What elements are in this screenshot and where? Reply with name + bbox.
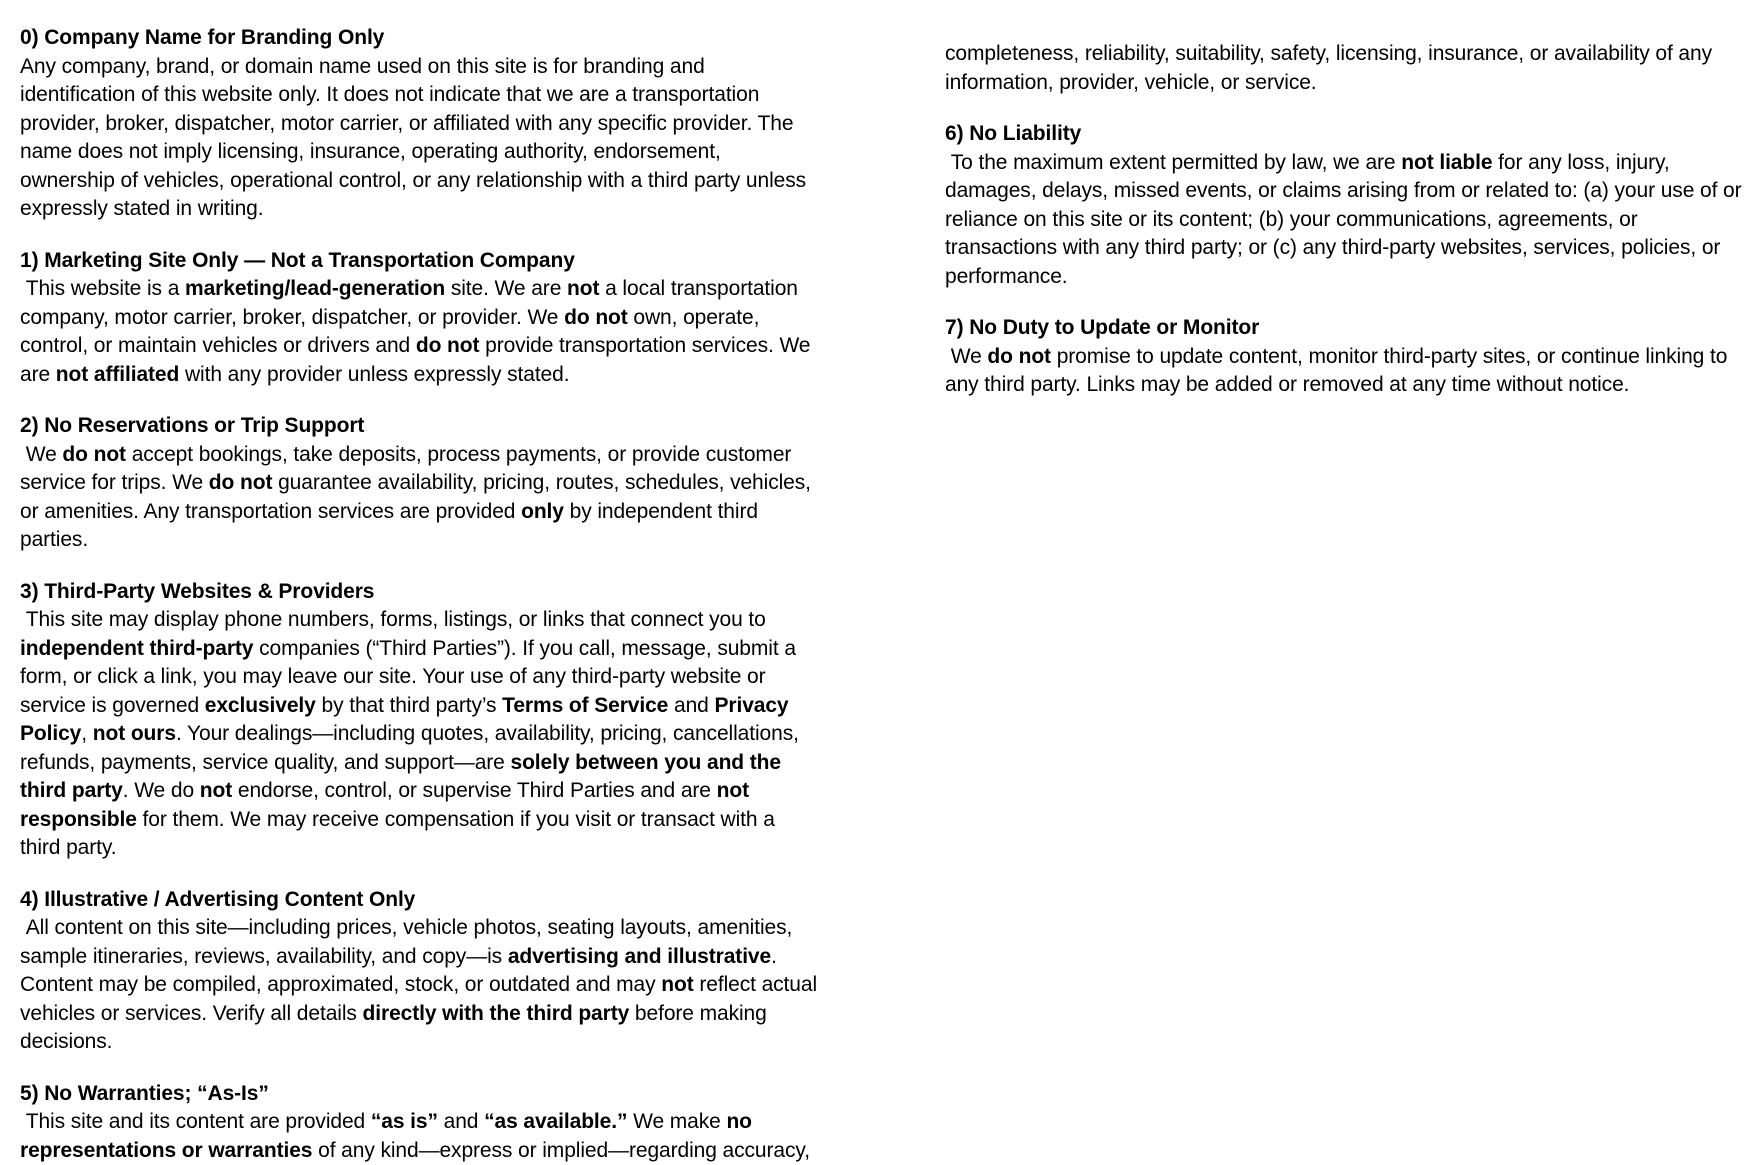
bold-text-run: not ours xyxy=(93,722,176,745)
bold-text-run: advertising and illustrative xyxy=(508,945,771,968)
section-body xyxy=(20,914,820,1057)
text-run: To the maximum extent permitted by law, we are xyxy=(945,151,1401,174)
section-heading: 3) Third-Party Websites & Providers xyxy=(20,578,820,607)
document-column-right xyxy=(945,24,1745,1113)
section-body xyxy=(20,606,820,863)
text-run: . We do xyxy=(123,779,200,802)
section-block xyxy=(20,247,820,390)
bold-text-run: marketing/lead-generation xyxy=(185,277,445,300)
text-run: reflect actual vehicles or services. Verify all details xyxy=(20,973,823,1025)
section-body xyxy=(20,441,820,555)
section-block xyxy=(20,412,820,555)
text-run: for them. We may receive compensation if you visit or transact with a third party. xyxy=(20,808,781,860)
section-body xyxy=(945,40,1745,97)
bold-text-run: do not xyxy=(62,443,126,466)
section-body xyxy=(945,149,1745,292)
section-heading: 5) No Warranties; “As-Is” xyxy=(20,1080,820,1109)
bold-text-run: “as is” xyxy=(371,1110,438,1133)
section-heading: 6) No Liability xyxy=(945,120,1745,149)
text-run: promise to update content, monitor third-party sites, or continue linking to any third party. Links may be added or removed at any time without notice. xyxy=(945,345,1733,397)
section-block xyxy=(20,578,820,863)
text-run: . Your dealings—including quotes, availability, pricing, cancellations, refunds, payments, service quality, and support—are xyxy=(20,722,805,774)
text-run: Any company, brand, or domain name used on this site is for branding and identification of this website only. It does not indicate that we are a transportation provider, broker, dispatcher, motor carrier, or affiliated with any specific provider. The name does not imply licensing, insurance, operating authority, endorsement, ownership of vehicles, operational control, or any relationship with a third party unless expressly stated in writing. xyxy=(20,55,812,221)
text-run: by independent third parties. xyxy=(20,500,764,552)
text-run: This site may display phone numbers, forms, listings, or links that connect you to xyxy=(20,608,771,631)
text-run: We xyxy=(20,443,62,466)
section-body xyxy=(20,1108,820,1165)
section-block xyxy=(945,314,1745,400)
bold-text-run: not affiliated xyxy=(56,363,179,386)
section-block xyxy=(20,886,820,1057)
section-block xyxy=(945,120,1745,291)
bold-text-run: solely between you and the third party xyxy=(20,751,787,803)
section-heading: 1) Marketing Site Only — Not a Transportation Company xyxy=(20,247,820,276)
bold-text-run: do not xyxy=(416,334,480,357)
text-run: This website is a xyxy=(20,277,185,300)
bold-text-run: do not xyxy=(564,306,628,329)
text-run: We make xyxy=(627,1110,726,1133)
text-run: and xyxy=(668,694,714,717)
section-heading: 2) No Reservations or Trip Support xyxy=(20,412,820,441)
bold-text-run: not liable xyxy=(1401,151,1492,174)
bold-text-run: do not xyxy=(209,471,273,494)
section-heading: 4) Illustrative / Advertising Content Only xyxy=(20,886,820,915)
text-run: accept bookings, take deposits, process payments, or provide customer service for trips. We xyxy=(20,443,797,495)
text-run: companies (“Third Parties”). If you call, message, submit a form, or click a link, you may leave our site. Your use of any third-party website or service is governed xyxy=(20,637,802,717)
section-block xyxy=(20,1080,820,1165)
bold-text-run: only xyxy=(521,500,564,523)
bold-text-run: not xyxy=(200,779,232,802)
section-body xyxy=(945,343,1745,400)
section-heading: 0) Company Name for Branding Only xyxy=(20,24,820,53)
bold-text-run: independent third-party xyxy=(20,637,253,660)
bold-text-run: “as available.” xyxy=(484,1110,627,1133)
section-body xyxy=(20,275,820,389)
bold-text-run: Terms of Service xyxy=(502,694,668,717)
section-block xyxy=(945,40,1745,97)
text-run: own, operate, control, or maintain vehicles or drivers and xyxy=(20,306,765,358)
document-column-left xyxy=(20,24,820,1113)
section-block xyxy=(20,24,820,224)
section-heading: 7) No Duty to Update or Monitor xyxy=(945,314,1745,343)
bold-text-run: not responsible xyxy=(20,779,755,831)
text-run: , xyxy=(81,722,92,745)
text-run: We xyxy=(945,345,987,368)
bold-text-run: Privacy Policy xyxy=(20,694,794,746)
text-run: before making decisions. xyxy=(20,1002,772,1054)
text-run: provide transportation services. We are xyxy=(20,334,816,386)
text-run: and xyxy=(438,1110,484,1133)
text-run: . Content may be compiled, approximated, stock, or outdated and may xyxy=(20,945,783,997)
text-run: for any loss, injury, damages, delays, missed events, or claims arising from or related to: (a) your use of or reliance on this site or its content; (b) your communications, agreements, or transactions with any third party; or (c) any third-party websites, services, policies, or performance. xyxy=(945,151,1747,288)
text-run: This site and its content are provided xyxy=(20,1110,371,1133)
text-run: All content on this site—including prices, vehicle photos, seating layouts, amenities, sample itineraries, reviews, availability, and copy—is xyxy=(20,916,798,968)
bold-text-run: exclusively xyxy=(205,694,316,717)
text-run: completeness, reliability, suitability, safety, licensing, insurance, or availability of any information, provider, vehicle, or service. xyxy=(945,42,1718,94)
bold-text-run: do not xyxy=(987,345,1051,368)
text-run: guarantee availability, pricing, routes, schedules, vehicles, or amenities. Any transportation services are provided xyxy=(20,471,817,523)
text-run: endorse, control, or supervise Third Parties and are xyxy=(232,779,716,802)
text-run: a local transportation company, motor carrier, broker, dispatcher, or provider. We xyxy=(20,277,804,329)
bold-text-run: not xyxy=(661,973,693,996)
section-body xyxy=(20,53,820,224)
bold-text-run: no representations or warranties xyxy=(20,1110,758,1162)
text-run: by that third party’s xyxy=(316,694,502,717)
bold-text-run: not xyxy=(567,277,599,300)
text-run: of any kind—express or implied—regarding accuracy, xyxy=(312,1139,810,1162)
text-run: site. We are xyxy=(445,277,567,300)
bold-text-run: directly with the third party xyxy=(363,1002,630,1025)
text-run: with any provider unless expressly stated. xyxy=(179,363,569,386)
